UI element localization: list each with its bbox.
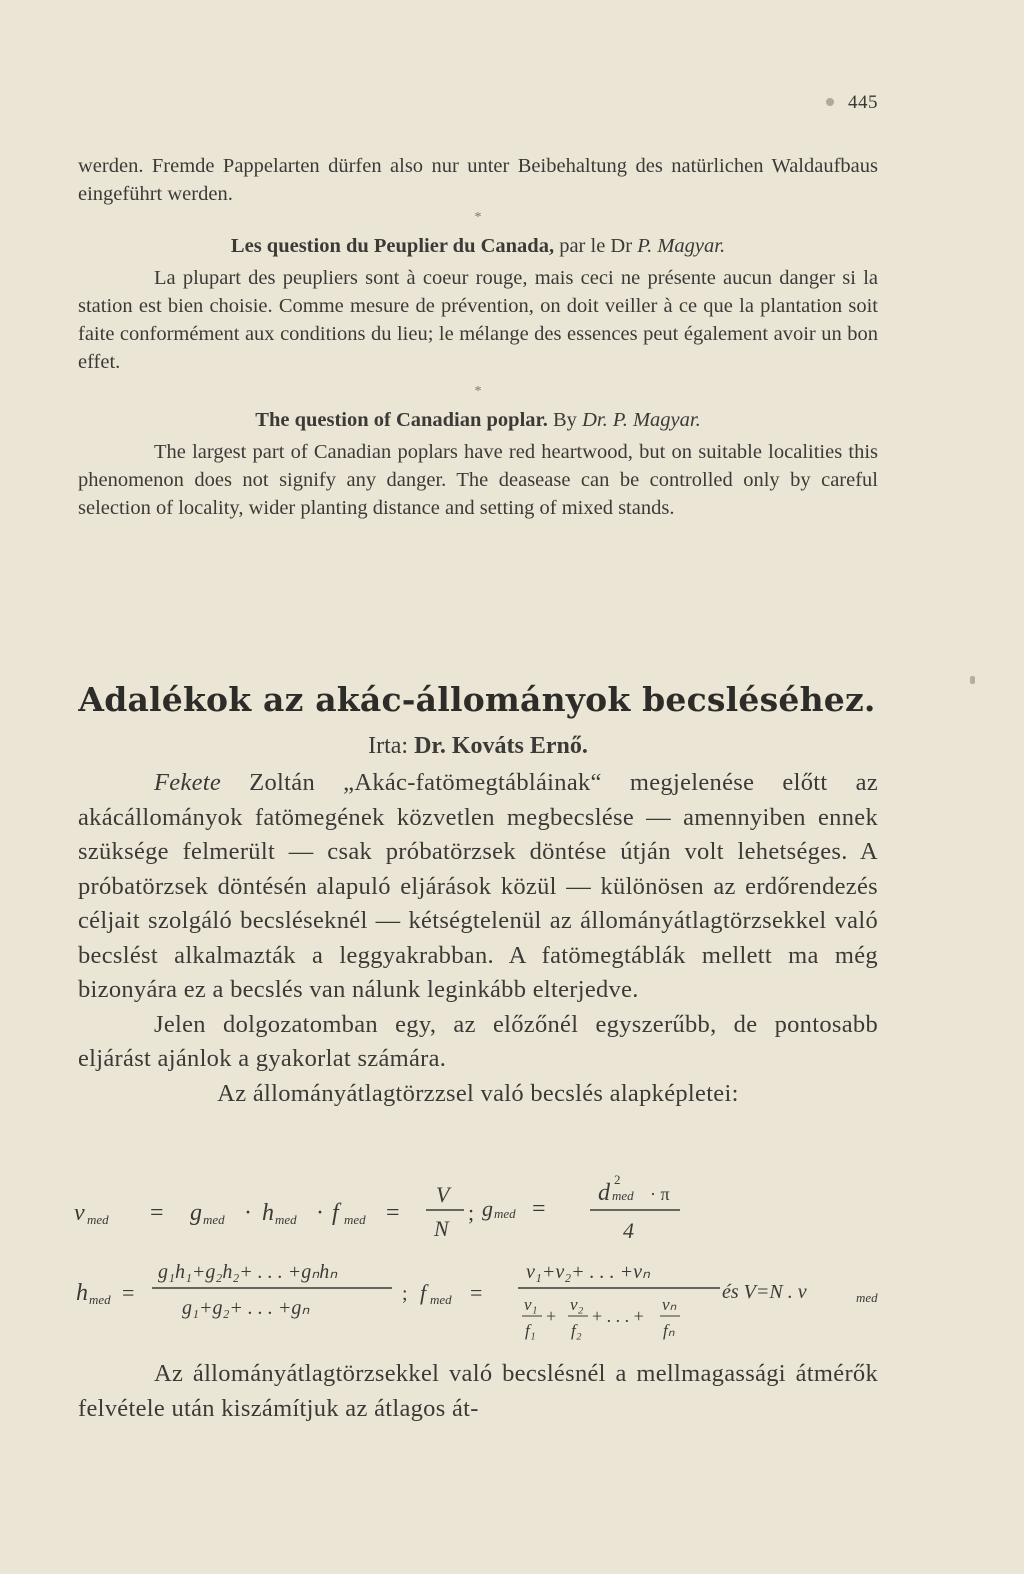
dot-1: · xyxy=(244,1200,252,1226)
paragraph-1-text: Zoltán „Akác-fatömegtábláinak“ megjelenése előtt az akácállományok fatömegének közvetlen megbecslése — amennyiben ennek szüksége felmerült — csak próbatörzsek döntése útján volt lehetséges. A próbatörzsek döntésén alapuló eljárások közül — különösen az erdőrendezés céljait szolgáló becsléseknél — kétségtelenül az állományátlagtörzsekkel való becslést alkalmazták a leggyakrabban. A fatömegtáblák mellett ma még bizonyára ez a becslés van nálunk leginkább elterjedve. xyxy=(78,769,878,1003)
english-summary-title xyxy=(78,406,878,434)
article-title: Adalékok az akác-állományok becsléséhez. xyxy=(78,680,876,719)
gmed2-symbol: g xyxy=(482,1196,493,1221)
den-fn: fₙ xyxy=(663,1321,675,1340)
den-v1: v₁ xyxy=(524,1295,538,1314)
frac1-num: V xyxy=(436,1182,450,1207)
dmed-sup: 2 xyxy=(614,1172,621,1187)
formula-svg xyxy=(70,1160,890,1360)
french-summary-text: La plupart des peupliers sont à coeur rouge, mais ceci ne présente aucun danger si la station est bien choisie. Comme mesure de prévention, on doit veiller à ce que la plantation soit faite conformément aux conditions du lieu; le mélange des essences peut également avoir un bon effet. xyxy=(78,267,878,373)
byline-prefix: Irta: xyxy=(368,733,415,759)
hmed-den: g₁+g₂+ . . . +gₙ xyxy=(182,1297,310,1319)
gmed2-sub: med xyxy=(494,1206,516,1221)
frac2-den: 4 xyxy=(623,1218,634,1243)
hmed-symbol: h xyxy=(262,1200,274,1226)
den-plus-1: + xyxy=(546,1306,557,1326)
english-title-bold: The question of Canadian poplar. xyxy=(255,409,548,431)
french-title-author: P. Magyar. xyxy=(637,235,726,257)
german-section xyxy=(78,152,878,522)
eq-4: = xyxy=(122,1280,135,1305)
vmed-sub: med xyxy=(87,1212,109,1227)
fmed-symbol: f xyxy=(332,1200,339,1226)
den-f2: f₂ xyxy=(571,1321,582,1340)
gmed-symbol: g xyxy=(190,1200,202,1226)
hmed2-symbol: h xyxy=(76,1280,88,1306)
fmed-num: v₁+v₂+ . . . +vₙ xyxy=(526,1261,650,1283)
paragraph-1 xyxy=(78,766,878,1008)
vmed-symbol: v xyxy=(74,1200,85,1226)
dmed-sub: med xyxy=(612,1188,634,1203)
english-summary-text: The largest part of Canadian poplars have red heartwood, but on suitable localities this phenomenon does not signify any danger. The deasease can be controlled only by careful selection of locality, wider planting distance and setting of mixed stands. xyxy=(78,441,878,519)
english-title-by: By xyxy=(547,409,583,431)
pi-term: · π xyxy=(650,1184,670,1204)
french-title-par: par le Dr xyxy=(554,235,638,257)
semicolon-2: ; xyxy=(402,1283,408,1305)
ink-dot xyxy=(826,98,834,106)
article-byline xyxy=(78,733,878,760)
fmed-denominator xyxy=(522,1295,680,1340)
es-sub: med xyxy=(856,1290,878,1305)
page-number: 445 xyxy=(848,92,878,113)
fmed-sub: med xyxy=(344,1212,366,1227)
english-title-author: Dr. P. Magyar. xyxy=(582,409,701,431)
hmed-sub: med xyxy=(275,1212,297,1227)
german-text: werden. Fremde Pappelarten dürfen also nur unter Beibehaltung des natürlichen Waldaufbaus eingeführt werden. xyxy=(78,155,878,205)
eq-2: = xyxy=(386,1200,400,1226)
byline-author: Dr. Kováts Ernő. xyxy=(414,733,588,759)
formula-intro: Az állományátlagtörzzsel való becslés alapképletei: xyxy=(217,1079,739,1107)
french-title-bold: Les question du Peuplier du Canada, xyxy=(230,235,555,257)
closing-section xyxy=(78,1357,878,1426)
den-plus-2: + . . . + xyxy=(592,1306,644,1326)
dot-2: · xyxy=(316,1200,324,1226)
den-vn: vₙ xyxy=(662,1295,677,1314)
fmed2-sub: med xyxy=(430,1292,452,1307)
es-vnv: és V=N . v xyxy=(722,1281,807,1303)
eq-5: = xyxy=(470,1280,483,1305)
separator-star: * xyxy=(474,384,482,399)
article-body xyxy=(78,766,878,1111)
dmed-symbol: d xyxy=(598,1180,610,1206)
hmed-num: g₁h₁+g₂h₂+ . . . +gₙhₙ xyxy=(158,1261,338,1283)
eq-1: = xyxy=(150,1200,164,1226)
closing-paragraph: Az állományátlagtörzsekkel való becslésnél a mellmagassági átmérők felvétele után kiszámítjuk az átlagos át- xyxy=(78,1360,878,1422)
frac1-den: N xyxy=(434,1216,449,1241)
french-summary-title xyxy=(78,232,878,260)
gmed-sub: med xyxy=(203,1212,225,1227)
formula-block xyxy=(70,1160,890,1360)
den-v2: v₂ xyxy=(570,1295,584,1314)
hmed2-sub: med xyxy=(89,1292,111,1307)
den-f1: f₁ xyxy=(525,1321,536,1340)
eq-3: = xyxy=(532,1196,546,1222)
cited-author: Fekete xyxy=(154,769,222,796)
semicolon-1: ; xyxy=(468,1200,475,1225)
separator-star: * xyxy=(474,210,482,225)
margin-mark xyxy=(970,676,975,684)
paragraph-2: Jelen dolgozatomban egy, az előzőnél egyszerűbb, de pontosabb eljárást ajánlok a gyakorlat számára. xyxy=(78,1010,878,1072)
fmed2-symbol: f xyxy=(420,1280,427,1305)
